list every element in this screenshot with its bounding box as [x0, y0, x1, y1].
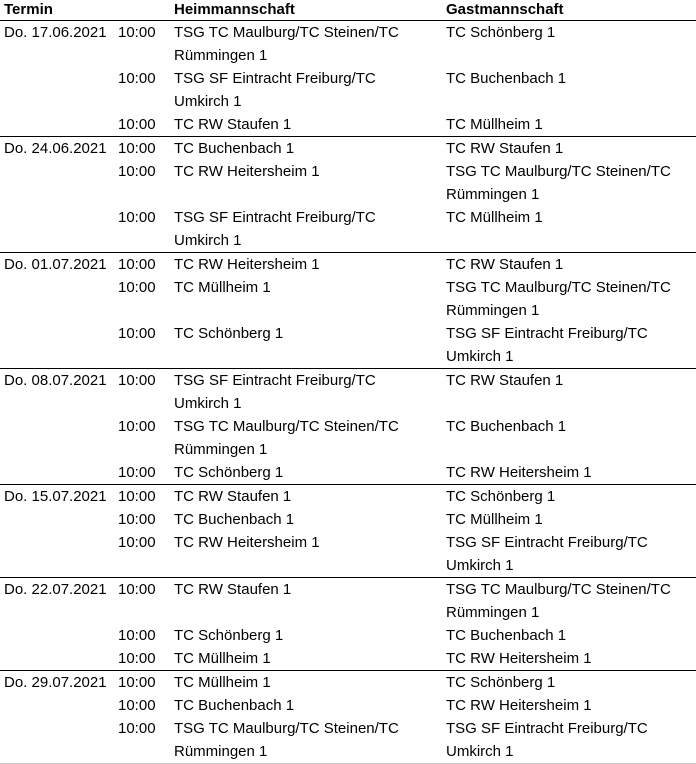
guest-team	[446, 322, 692, 368]
match-time: 10:00	[118, 209, 156, 226]
home-team-line: TC RW Staufen 1	[174, 116, 292, 133]
home-team-line: Umkirch 1	[174, 395, 242, 412]
match-date: Do. 29.07.2021	[4, 674, 107, 691]
match-time: 10:00	[118, 24, 156, 41]
match-date: Do. 08.07.2021	[4, 372, 107, 389]
guest-team-line: TC Müllheim 1	[446, 511, 543, 528]
match-date: Do. 24.06.2021	[4, 140, 107, 157]
header-heimmannschaft: Heimmannschaft	[174, 1, 295, 18]
guest-team-line: TSG SF Eintracht Freiburg/TC	[446, 325, 648, 342]
match-row	[0, 369, 696, 415]
home-team-line: TC RW Staufen 1	[174, 581, 292, 598]
match-time: 10:00	[118, 256, 156, 273]
match-date: Do. 22.07.2021	[4, 581, 107, 598]
home-team-line: TC Schönberg 1	[174, 627, 284, 644]
home-team	[174, 206, 440, 252]
guest-team-line: TC Buchenbach 1	[446, 418, 567, 435]
home-team	[174, 137, 440, 160]
home-team-line: TSG TC Maulburg/TC Steinen/TC	[174, 418, 399, 435]
match-time: 10:00	[118, 464, 156, 481]
guest-team-line: TC Buchenbach 1	[446, 70, 567, 87]
guest-team-line: TSG SF Eintracht Freiburg/TC	[446, 534, 648, 551]
match-row	[0, 276, 696, 322]
home-team	[174, 369, 440, 415]
match-row	[0, 137, 696, 160]
match-time: 10:00	[118, 488, 156, 505]
guest-team	[446, 694, 692, 717]
match-day-group	[0, 484, 696, 577]
home-team	[174, 461, 440, 484]
guest-team	[446, 369, 692, 392]
home-team	[174, 624, 440, 647]
guest-team	[446, 531, 692, 577]
guest-team-line: TSG TC Maulburg/TC Steinen/TC	[446, 581, 671, 598]
home-team-line: TC Buchenbach 1	[174, 697, 295, 714]
match-time: 10:00	[118, 650, 156, 667]
home-team-line: TSG TC Maulburg/TC Steinen/TC	[174, 24, 399, 41]
match-row	[0, 206, 696, 252]
home-team-line: Umkirch 1	[174, 232, 242, 249]
guest-team	[446, 461, 692, 484]
match-time: 10:00	[118, 674, 156, 691]
home-team	[174, 67, 440, 113]
guest-team-line: TC RW Heitersheim 1	[446, 697, 592, 714]
match-row	[0, 531, 696, 577]
guest-team-line: TSG TC Maulburg/TC Steinen/TC	[446, 279, 671, 296]
guest-team	[446, 717, 692, 763]
home-team-line: Rümmingen 1	[174, 441, 268, 458]
match-time: 10:00	[118, 534, 156, 551]
match-row	[0, 717, 696, 763]
match-time: 10:00	[118, 372, 156, 389]
match-day-group	[0, 20, 696, 136]
home-team-line: TC RW Heitersheim 1	[174, 534, 320, 551]
guest-team-line: TC RW Staufen 1	[446, 372, 564, 389]
header-termin: Termin	[4, 1, 53, 18]
home-team	[174, 415, 440, 461]
guest-team	[446, 415, 692, 438]
match-time: 10:00	[118, 697, 156, 714]
home-team-line: TSG SF Eintracht Freiburg/TC	[174, 70, 376, 87]
match-day-group	[0, 252, 696, 368]
guest-team	[446, 137, 692, 160]
home-team-line: TSG TC Maulburg/TC Steinen/TC	[174, 720, 399, 737]
guest-team	[446, 276, 692, 322]
match-time: 10:00	[118, 325, 156, 342]
home-team-line: TC Schönberg 1	[174, 325, 284, 342]
home-team-line: TC Müllheim 1	[174, 279, 271, 296]
guest-team	[446, 160, 692, 206]
match-row	[0, 578, 696, 624]
home-team	[174, 322, 440, 345]
home-team	[174, 508, 440, 531]
match-row	[0, 647, 696, 670]
guest-team-line: TC Müllheim 1	[446, 209, 543, 226]
home-team-line: TC Schönberg 1	[174, 464, 284, 481]
guest-team-line: TSG SF Eintracht Freiburg/TC	[446, 720, 648, 737]
guest-team	[446, 253, 692, 276]
match-time: 10:00	[118, 70, 156, 87]
match-date: Do. 17.06.2021	[4, 24, 107, 41]
match-row	[0, 694, 696, 717]
match-day-group	[0, 577, 696, 670]
home-team	[174, 578, 440, 601]
guest-team-line: TSG TC Maulburg/TC Steinen/TC	[446, 163, 671, 180]
match-time: 10:00	[118, 627, 156, 644]
guest-team	[446, 67, 692, 90]
home-team-line: TC RW Staufen 1	[174, 488, 292, 505]
match-time: 10:00	[118, 720, 156, 737]
guest-team-line: Rümmingen 1	[446, 186, 540, 203]
guest-team-line: Umkirch 1	[446, 743, 514, 760]
home-team-line: TC RW Heitersheim 1	[174, 256, 320, 273]
home-team	[174, 21, 440, 67]
guest-team	[446, 206, 692, 229]
match-day-group	[0, 136, 696, 252]
home-team-line: TSG SF Eintracht Freiburg/TC	[174, 372, 376, 389]
guest-team	[446, 485, 692, 508]
match-row	[0, 113, 696, 136]
guest-team-line: TC Buchenbach 1	[446, 627, 567, 644]
guest-team-line: Rümmingen 1	[446, 604, 540, 621]
home-team-line: TC Buchenbach 1	[174, 511, 295, 528]
match-row	[0, 415, 696, 461]
match-time: 10:00	[118, 163, 156, 180]
match-row	[0, 160, 696, 206]
home-team	[174, 276, 440, 299]
match-row	[0, 461, 696, 484]
home-team-line: TC RW Heitersheim 1	[174, 163, 320, 180]
guest-team-line: TC RW Staufen 1	[446, 256, 564, 273]
match-row	[0, 21, 696, 67]
home-team	[174, 160, 440, 183]
home-team	[174, 694, 440, 717]
match-row	[0, 671, 696, 694]
match-date: Do. 15.07.2021	[4, 488, 107, 505]
home-team	[174, 717, 440, 763]
match-time: 10:00	[118, 581, 156, 598]
match-time: 10:00	[118, 116, 156, 133]
guest-team-line: TC Schönberg 1	[446, 674, 556, 691]
match-date: Do. 01.07.2021	[4, 256, 107, 273]
match-day-group	[0, 368, 696, 484]
guest-team	[446, 647, 692, 670]
home-team-line: Rümmingen 1	[174, 743, 268, 760]
home-team-line: TSG SF Eintracht Freiburg/TC	[174, 209, 376, 226]
guest-team-line: Umkirch 1	[446, 348, 514, 365]
match-row	[0, 485, 696, 508]
guest-team	[446, 624, 692, 647]
guest-team-line: TC Schönberg 1	[446, 488, 556, 505]
home-team	[174, 647, 440, 670]
match-row	[0, 253, 696, 276]
home-team-line: Umkirch 1	[174, 93, 242, 110]
home-team	[174, 485, 440, 508]
guest-team-line: TC RW Heitersheim 1	[446, 650, 592, 667]
match-time: 10:00	[118, 279, 156, 296]
guest-team	[446, 21, 692, 44]
home-team-line: TC Buchenbach 1	[174, 140, 295, 157]
match-day-group	[0, 670, 696, 763]
guest-team	[446, 578, 692, 624]
home-team-line: Rümmingen 1	[174, 47, 268, 64]
match-time: 10:00	[118, 418, 156, 435]
match-row	[0, 322, 696, 368]
guest-team-line: Rümmingen 1	[446, 302, 540, 319]
home-team-line: TC Müllheim 1	[174, 674, 271, 691]
match-time: 10:00	[118, 140, 156, 157]
header-gastmannschaft: Gastmannschaft	[446, 1, 564, 18]
home-team	[174, 113, 440, 136]
match-day-list	[0, 20, 696, 764]
guest-team	[446, 671, 692, 694]
match-row	[0, 508, 696, 531]
home-team	[174, 531, 440, 554]
guest-team-line: TC RW Staufen 1	[446, 140, 564, 157]
guest-team-line: TC RW Heitersheim 1	[446, 464, 592, 481]
home-team-line: TC Müllheim 1	[174, 650, 271, 667]
match-row	[0, 624, 696, 647]
home-team	[174, 253, 440, 276]
guest-team-line: Umkirch 1	[446, 557, 514, 574]
home-team	[174, 671, 440, 694]
guest-team-line: TC Schönberg 1	[446, 24, 556, 41]
match-time: 10:00	[118, 511, 156, 528]
guest-team	[446, 113, 692, 136]
match-row	[0, 67, 696, 113]
guest-team	[446, 508, 692, 531]
guest-team-line: TC Müllheim 1	[446, 116, 543, 133]
